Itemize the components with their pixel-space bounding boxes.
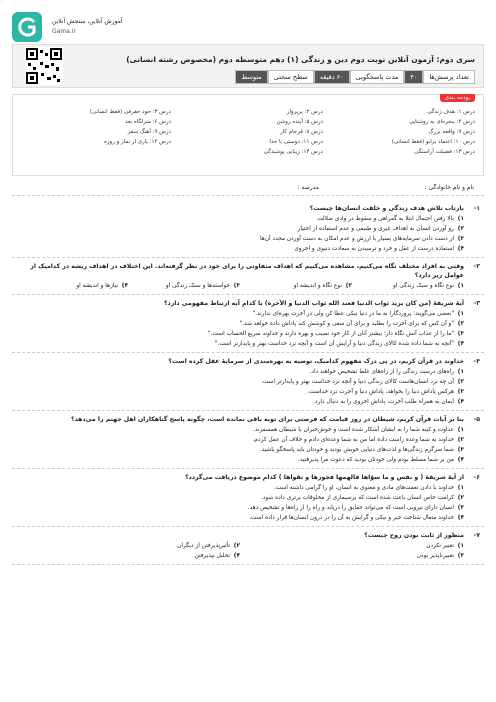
lesson-item: درس ۷: واقعه بزرگ xyxy=(428,129,475,135)
option-list xyxy=(16,483,480,523)
option-text: "آنچه به شما داده شده کالای زندگی دنیا و آرایش آن است و آنچه نزد خداست بهتر و پایدارتر است." xyxy=(214,341,454,347)
answer-option[interactable] xyxy=(16,483,464,493)
option-list xyxy=(16,425,480,465)
answer-option[interactable] xyxy=(16,387,464,397)
lesson-budget-tag: بودجه بندی xyxy=(440,94,475,102)
option-text: "و آن کس که برای آخرت را بطلبد و برای آن سعی و کوشش کند پاداش داده خواهد شد." xyxy=(239,321,454,327)
lesson-item: درس ۸: فرجام کار xyxy=(280,129,323,135)
lesson-item: درس ۶: منزلگاه بعد xyxy=(125,119,171,125)
lesson-item: درس ۴: پنجره‌ای به روشنایی xyxy=(409,119,475,125)
gama-logo-icon xyxy=(10,10,46,44)
answer-option[interactable] xyxy=(16,339,464,349)
answer-option[interactable] xyxy=(16,329,464,339)
question xyxy=(12,200,484,258)
option-number: ۱) xyxy=(457,369,464,375)
lesson-item: درس ۱۰: اعتماد برابو (فقط انسانی) xyxy=(391,139,475,145)
option-number: ۴) xyxy=(457,399,464,405)
option-number: ۱) xyxy=(457,543,464,549)
lesson-item xyxy=(19,149,171,155)
question xyxy=(12,411,484,469)
question-stem xyxy=(16,299,480,308)
lesson-item: درس ۱۴: زیبایی پوشیدگی xyxy=(263,149,323,155)
option-number: ۴) xyxy=(121,283,128,289)
option-text: تغییرناپذیر بودن xyxy=(416,553,454,559)
option-text: نوع نگاه و سبک زندگی او xyxy=(393,283,454,289)
option-text: رو آوردن انسان به اهداف غیری و طبیعی و عدم استفاده از اختیار xyxy=(297,226,454,232)
option-text: "ما را از عذاب آتش نگاه دار؛ بیشتر آنان از کار خود نصیب و بهره دارند و خداوند سریع الحساب است." xyxy=(208,331,454,337)
option-text: خواسته‌ها و سبک زندگی او xyxy=(165,283,230,289)
site-header xyxy=(0,0,496,44)
question-number: ۶- xyxy=(473,474,480,481)
option-number: ۱) xyxy=(457,485,464,491)
option-list xyxy=(16,367,480,407)
option-text: عداوت و کینه شما را به ایشان آشکار شده است و خوش‌خبران با شیطان همسفرند. xyxy=(252,427,454,433)
option-number: ۲) xyxy=(457,226,464,232)
option-number: ۲) xyxy=(457,437,464,443)
option-number: ۱) xyxy=(457,427,464,433)
option-text: تغییر نکردن xyxy=(426,543,454,549)
answer-option[interactable] xyxy=(16,435,464,445)
question-list xyxy=(12,200,484,702)
exam-meta xyxy=(235,70,475,84)
question xyxy=(12,295,484,353)
option-number: ۳) xyxy=(457,505,464,511)
question-text: منظور از ثابت بودن روح چیست؟ xyxy=(364,532,464,539)
question-stem xyxy=(16,415,480,424)
question-number: ۴- xyxy=(473,358,480,365)
option-text: نوع نگاه و اندیشه او xyxy=(293,283,342,289)
meta-value-difficulty: متوسط xyxy=(235,70,267,84)
meta-value-count: ۴۰ xyxy=(404,70,423,84)
answer-option[interactable] xyxy=(240,281,352,291)
option-number: ۳) xyxy=(457,553,464,559)
site-url[interactable]: Gama.ir xyxy=(52,28,76,35)
lesson-item: درس ۳: حود حقرقی (فقط انسانی) xyxy=(89,109,171,115)
meta-value-duration: ۶۰ دقیقه xyxy=(314,70,350,84)
question-text: بازتاب تلاش هدف زندگی و خلقت انسان‌ها چیست؟ xyxy=(309,205,464,212)
option-number: ۱) xyxy=(457,283,464,289)
option-number: ۳) xyxy=(457,236,464,242)
option-number: ۴) xyxy=(457,246,464,252)
option-text: بالا رفتن احتمال ابتلا به گمراهی و سقوط در وادی ضلالت xyxy=(317,216,454,222)
answer-option[interactable] xyxy=(16,445,464,455)
answer-option[interactable] xyxy=(16,244,464,254)
answer-option[interactable] xyxy=(240,541,464,551)
answer-option[interactable] xyxy=(16,397,464,407)
question-stem xyxy=(16,262,480,280)
lesson-grid xyxy=(19,109,475,155)
option-text: ایمان به همراه طلب آخرت، پاداش اخروی را به دنبال دارد. xyxy=(313,399,454,405)
student-name-label: نام و نام خانوادگی : xyxy=(424,184,474,191)
answer-option[interactable] xyxy=(16,367,464,377)
lesson-item: درس ۲: پرپرواز xyxy=(286,109,323,115)
question-number: ۱- xyxy=(473,205,480,212)
question-number: ۵- xyxy=(473,416,480,423)
answer-option[interactable] xyxy=(16,493,464,503)
option-text: تحلیل نپذیرفتن xyxy=(194,553,230,559)
option-number: ۳) xyxy=(233,283,240,289)
question-text: وقتی به افراد مختلف نگاه می‌کنیم، مشاهده می‌کنیم که اهداف متفاوتی را برای خود در نظر گرفته‌اند. این اختلاف در اهداف ریشه در کدامیک از عوامل زیر دارد؟ xyxy=(30,263,464,279)
option-text: خداوند با دادن نعمت‌های مادی و معنوی به انسان، او را گرامی داشته است. xyxy=(273,485,454,491)
answer-option[interactable] xyxy=(16,551,240,561)
answer-option[interactable] xyxy=(16,319,464,329)
student-info xyxy=(12,180,484,196)
question-stem xyxy=(16,531,480,540)
answer-option[interactable] xyxy=(16,503,464,513)
option-number: ۴) xyxy=(233,553,240,559)
answer-option[interactable] xyxy=(128,281,240,291)
question-stem xyxy=(16,357,480,366)
answer-option[interactable] xyxy=(16,377,464,387)
option-number: ۳) xyxy=(457,447,464,453)
option-text: کرامت خاص انسان باعث شده است که برسیماری از مخلوقات برتری داده شود. xyxy=(260,495,454,501)
option-number: ۳) xyxy=(457,331,464,337)
option-number: ۴) xyxy=(457,457,464,463)
option-text: از دست دادن سرمایه‌های بسیار با ارزش و عدم امکان به دست آوردن مجدد آن‌ها xyxy=(259,236,454,242)
option-number: ۴) xyxy=(457,515,464,521)
answer-option[interactable] xyxy=(16,455,464,465)
question-stem xyxy=(16,473,480,482)
meta-label-difficulty: سطح سختی xyxy=(268,70,314,84)
option-number: ۱) xyxy=(457,311,464,317)
answer-option[interactable] xyxy=(16,281,128,291)
option-text: هرکس پاداش دنیا را بخواهد، پاداش دنیا و آخرت نزد خداست. xyxy=(307,389,454,395)
option-text: انسان دارای نیرویی است که می‌تواند حقایق را دریابد و راه را از راه‌ها و تشخیص دهد. xyxy=(247,505,454,511)
option-list xyxy=(16,541,480,561)
option-text: راه‌های درست زندگی را از راه‌های غلط تشخیص خواهند داد. xyxy=(309,369,454,375)
option-text: شما سرگرم زندگی‌ها و لذت‌های دنیایی خویش بودید و خودتان باید پاسخگو باشید. xyxy=(259,447,454,453)
lesson-item: درس ۱۳: فضیلت آراستگی xyxy=(414,149,475,155)
exam-header xyxy=(12,44,484,88)
lesson-item: درس ۱: هدف زندگی xyxy=(427,109,475,115)
answer-option[interactable] xyxy=(16,425,464,435)
option-text: تأثیرپذیرفتن از دیگران xyxy=(177,543,230,549)
option-number: ۲) xyxy=(233,543,240,549)
answer-option[interactable] xyxy=(16,541,240,551)
answer-option[interactable] xyxy=(16,234,464,244)
option-list xyxy=(16,309,480,349)
option-text: من بر شما مسلط بودم ولی خودتان بودید که دعوت مرا پذیرفتید. xyxy=(298,457,454,463)
answer-option[interactable] xyxy=(240,551,464,561)
lesson-budget xyxy=(12,94,484,176)
option-list xyxy=(16,281,480,291)
option-text: "بعضی می‌گویند: پروردگارا به ما در دنیا نیکی عطا کن ولی در آخرت بهره‌ای ندارند." xyxy=(252,311,454,317)
question-text: آیهٔ شریفهٔ (من کان یرید ثواب الدنیا فعند الله ثواب الدنیا و الآخرة) با کدام آیه ارتباط مفهومی دارد؟ xyxy=(163,300,464,307)
question-text: بنا بر آیات قرآن کریم، شیطان در روز قیامت که فرصتی برای توبه باقی نمانده است، چگونه پاسخ گناهکاران اهل جهنم را می‌دهد؟ xyxy=(71,416,464,423)
option-text: خداوند متعال شناخت خیر و نیکی و گرایش به آن را در درون انسان‌ها قرار داده است. xyxy=(249,515,454,521)
question-number: ۳- xyxy=(473,300,480,307)
meta-label-count: تعداد پرسش‌ها xyxy=(423,70,475,84)
option-number: ۳) xyxy=(457,389,464,395)
lesson-item: درس ۱۲: یاری از نماز و روزه xyxy=(104,139,171,145)
option-number: ۱) xyxy=(457,216,464,222)
lesson-item: درس ۹: آهنگ سفر xyxy=(127,129,171,135)
question xyxy=(12,527,484,565)
answer-option[interactable] xyxy=(16,513,464,523)
option-number: ۲) xyxy=(457,321,464,327)
option-text: نیازها و اندیشه او xyxy=(76,283,118,289)
answer-option[interactable] xyxy=(352,281,464,291)
question-number: ۷- xyxy=(473,532,480,539)
option-number: ۲) xyxy=(345,283,352,289)
option-text: خداوند به شما وعده راست داده اما من به شما وعده‌ای دادم و خلاف آن عمل کردم. xyxy=(252,437,454,443)
qr-code-icon xyxy=(25,47,63,85)
divider xyxy=(12,195,484,196)
lesson-item: درس ۵: آینده روشن xyxy=(276,119,323,125)
question xyxy=(12,258,484,295)
question xyxy=(12,469,484,527)
exam-title: سری دوم: آزمون آنلاین نوبت دوم دین و زندگی (۱) دهم متوسطه دوم (مخصوص رشته انسانی) xyxy=(126,55,475,64)
site-name: آموزش آنلاین، سنجش آنلاین xyxy=(52,18,123,25)
answer-option[interactable] xyxy=(16,224,464,234)
question-text: خداوند در قرآن کریم، در پی درک مفهوم کدامیک، توصیه به بهره‌مندی از سرمایهٔ عقل کرده است؟ xyxy=(168,358,464,365)
school-label: مدرسه : xyxy=(297,184,319,191)
answer-option[interactable] xyxy=(16,214,464,224)
lesson-item: درس ۱۱: دوستی با خدا xyxy=(269,139,323,145)
question-stem xyxy=(16,204,480,213)
option-list xyxy=(16,214,480,254)
option-number: ۲) xyxy=(457,379,464,385)
option-text: استفاده درست از عقل و خرد و ترسیدن به سعادت دنیوی و اخروی xyxy=(294,246,454,252)
question-number: ۲- xyxy=(473,263,480,270)
option-number: ۴) xyxy=(457,341,464,347)
question xyxy=(12,353,484,411)
meta-label-duration: مدت پاسخگویی xyxy=(350,70,405,84)
question-text: از آیهٔ شریفهٔ ( و نفس و ما سوّاها فالهمها فجورها و تقواها ) کدام موضوع دریافت می‌گردد؟ xyxy=(185,474,464,481)
option-text: آن چه نزد انسان‌هاست کالای زندگی دنیا و آنچه نزد خداست بهتر و پایدارتر است. xyxy=(260,379,454,385)
option-number: ۲) xyxy=(457,495,464,501)
answer-option[interactable] xyxy=(16,309,464,319)
